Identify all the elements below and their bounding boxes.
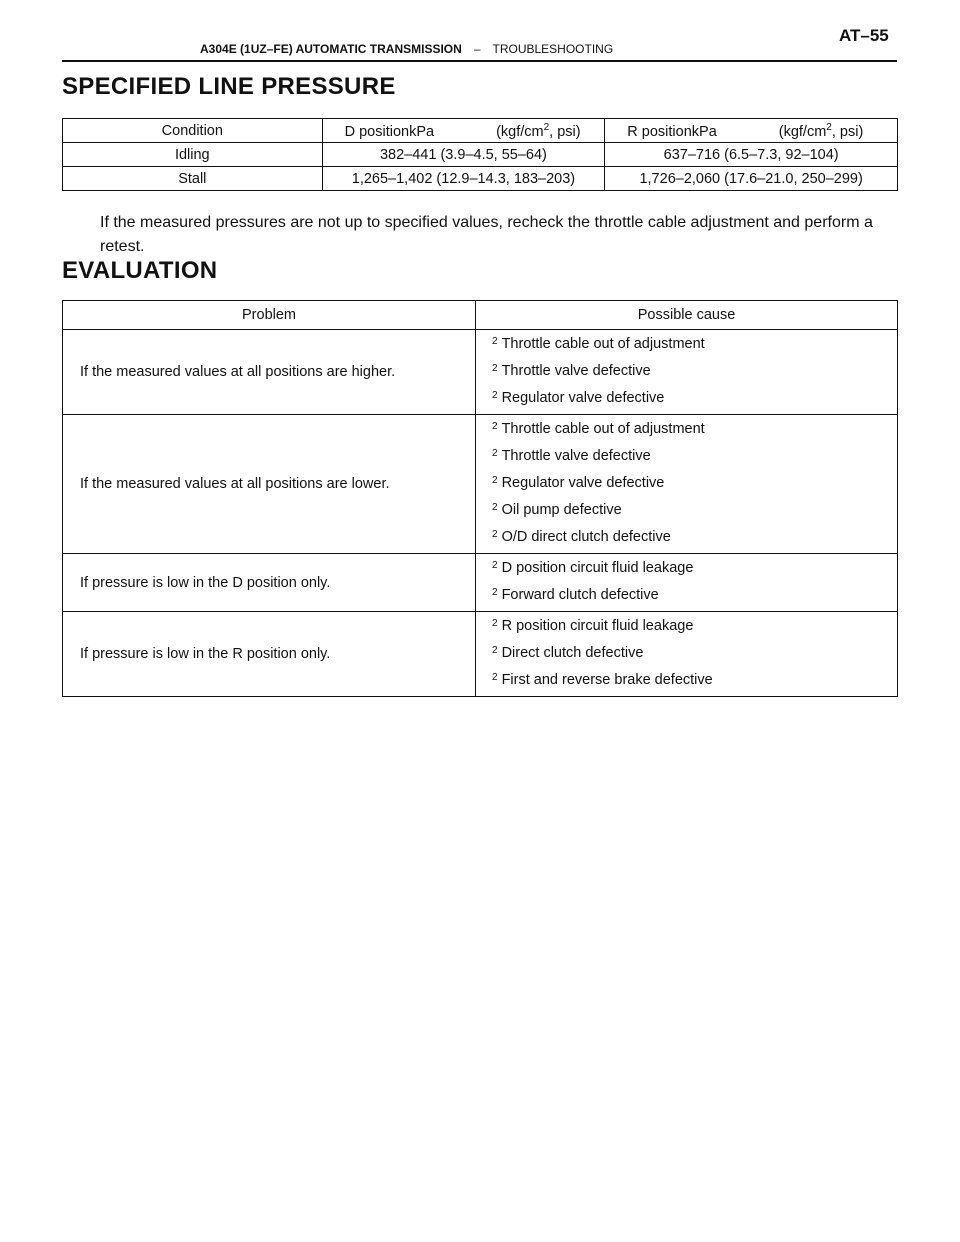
cause-text: Regulator valve defective (501, 390, 665, 406)
r-position-label: R positionkPa (627, 123, 717, 140)
cause-item (492, 385, 897, 412)
cause-item (492, 416, 897, 443)
cause-text: D position circuit fluid leakage (501, 560, 694, 576)
cause-text: Regulator valve defective (501, 475, 665, 491)
cause-text: Direct clutch defective (501, 645, 644, 661)
d-pressure-cell: 382–441 (3.9–4.5, 55–64) (322, 143, 605, 167)
r-unit-prefix: (kgf/cm (778, 123, 827, 140)
cause-text: Oil pump defective (501, 502, 622, 518)
cause-text: Forward clutch defective (501, 587, 659, 603)
table-header-row (63, 301, 898, 330)
header-rule (62, 60, 897, 62)
table-row (63, 415, 898, 554)
bullet-marker: 2 (492, 448, 498, 459)
cause-text: Throttle cable out of adjustment (501, 336, 705, 352)
cause-item (492, 582, 897, 609)
cause-item (492, 555, 897, 582)
cause-item (492, 470, 897, 497)
table-row (63, 554, 898, 612)
r-position-unit (779, 122, 864, 140)
bullet-marker: 2 (492, 587, 498, 598)
evaluation-section-title: EVALUATION (62, 257, 218, 284)
header-separator: – (473, 42, 481, 56)
r-position-header (605, 119, 898, 143)
problem-header: Problem (63, 301, 476, 330)
r-pressure-cell: 1,726–2,060 (17.6–21.0, 250–299) (605, 167, 898, 191)
page-number: AT–55 (839, 26, 889, 45)
problem-cell: If pressure is low in the D position only. (63, 554, 476, 612)
d-unit-prefix: (kgf/cm (496, 123, 544, 140)
bullet-marker: 2 (492, 502, 498, 513)
problem-cell: If the measured values at all positions are lower. (63, 415, 476, 554)
cause-item (492, 524, 897, 551)
cause-item (492, 497, 897, 524)
spec-section-title: SPECIFIED LINE PRESSURE (62, 73, 396, 100)
bullet-marker: 2 (492, 363, 498, 374)
table-row (63, 330, 898, 415)
cause-list (476, 415, 898, 554)
bullet-marker: 2 (492, 529, 498, 540)
d-unit-superscript: 2 (543, 121, 550, 133)
cause-item (492, 613, 897, 640)
r-unit-superscript: 2 (826, 121, 832, 133)
bullet-marker: 2 (492, 421, 498, 432)
bullet-marker: 2 (492, 618, 498, 629)
bullet-marker: 2 (492, 645, 498, 656)
d-pressure-cell: 1,265–1,402 (12.9–14.3, 183–203) (322, 167, 605, 191)
table-row (63, 167, 898, 191)
table-header-row (63, 119, 898, 143)
r-unit-suffix: , psi) (831, 123, 864, 140)
d-position-unit (496, 122, 581, 140)
possible-cause-header: Possible cause (476, 301, 898, 330)
bullet-marker: 2 (492, 475, 498, 486)
evaluation-table (62, 300, 898, 697)
d-position-label: D positionkPa (344, 123, 435, 140)
problem-cell: If pressure is low in the R position only. (63, 612, 476, 697)
cause-text: Throttle valve defective (501, 448, 651, 464)
condition-header: Condition (63, 119, 323, 143)
bullet-marker: 2 (492, 390, 498, 401)
r-pressure-cell: 637–716 (6.5–7.3, 92–104) (605, 143, 898, 167)
cause-list (476, 612, 898, 697)
cause-text: O/D direct clutch defective (501, 529, 671, 545)
d-unit-suffix: , psi) (549, 123, 581, 140)
header-subsection: TROUBLESHOOTING (492, 42, 614, 56)
cause-list (476, 330, 898, 415)
problem-cell: If the measured values at all positions are higher. (63, 330, 476, 415)
running-header (200, 42, 613, 56)
table-row (63, 612, 898, 697)
cause-text: Throttle valve defective (501, 363, 651, 379)
bullet-marker: 2 (492, 672, 498, 683)
retest-note: If the measured pressures are not up to specified values, recheck the throttle cable adjustment and perform a retest. (100, 214, 873, 255)
cause-text: First and reverse brake defective (501, 672, 713, 688)
cause-item (492, 640, 897, 667)
table-row (63, 143, 898, 167)
bullet-marker: 2 (492, 336, 498, 347)
condition-cell: Idling (63, 143, 323, 167)
cause-text: R position circuit fluid leakage (501, 618, 694, 634)
cause-item (492, 667, 897, 694)
cause-item (492, 331, 897, 358)
cause-text: Throttle cable out of adjustment (501, 421, 705, 437)
cause-item (492, 358, 897, 385)
d-position-header (322, 119, 605, 143)
condition-cell: Stall (63, 167, 323, 191)
line-pressure-table (62, 118, 898, 191)
cause-item (492, 443, 897, 470)
header-section-title: A304E (1UZ–FE) AUTOMATIC TRANSMISSION (200, 42, 462, 56)
bullet-marker: 2 (492, 560, 498, 571)
cause-list (476, 554, 898, 612)
